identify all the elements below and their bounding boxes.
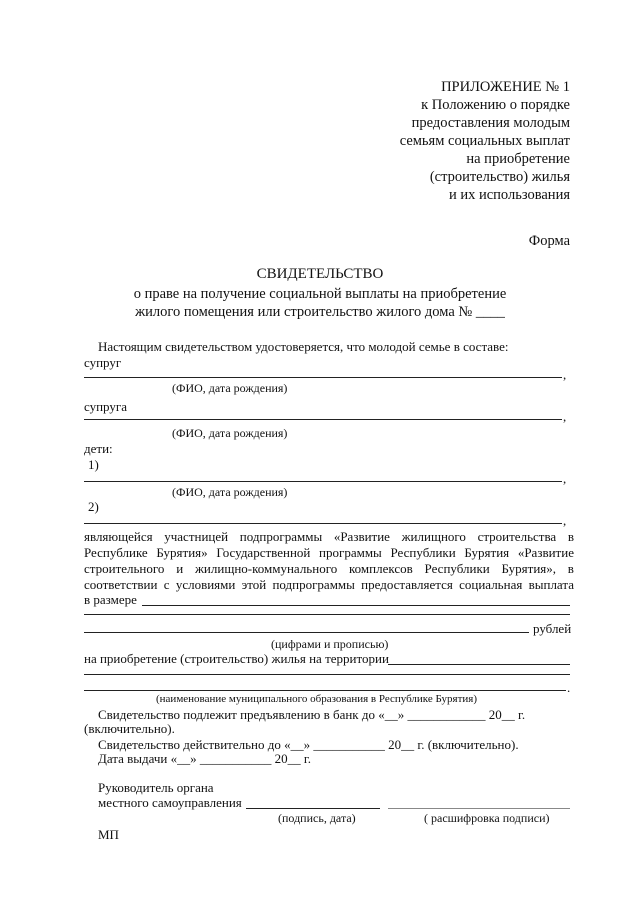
spouse-label: супруг <box>84 355 122 370</box>
form-label: Форма <box>528 233 570 249</box>
appendix-line: к Положению о порядке <box>421 97 570 113</box>
comma: , <box>563 513 567 528</box>
appendix-line: семьям социальных выплат <box>399 133 570 149</box>
document-subtitle: о праве на получение социальной выплаты на приобретение <box>133 286 507 302</box>
decode-hint: ( расшифровка подписи) <box>424 811 550 825</box>
signatory-title: Руководитель органа <box>98 780 214 795</box>
signature-hint: (подпись, дата) <box>278 811 356 825</box>
rubles-label: рублей <box>533 621 572 636</box>
intro-text: Настоящим свидетельством удостоверяется, что молодой семье в составе: <box>98 339 509 354</box>
paragraph-line-3: строительного и жилищно-коммунального комплексов Республики Бурятия», в <box>84 561 574 576</box>
child1-field[interactable] <box>84 481 562 482</box>
bank-deadline: Свидетельство подлежит предъявлению в банк до «__» ____________ 20__ г. <box>98 707 526 722</box>
spouse-field[interactable] <box>84 377 562 378</box>
amount-label: в размере <box>84 592 137 607</box>
comma: , <box>563 367 567 382</box>
territory-field-3[interactable] <box>84 690 566 691</box>
comma: , <box>563 471 567 486</box>
period: . <box>567 680 571 695</box>
signatory-title-2: местного самоуправления <box>98 795 242 810</box>
amount-field[interactable] <box>142 605 570 606</box>
fio-hint: (ФИО, дата рождения) <box>172 426 288 440</box>
signature-field[interactable] <box>246 808 380 809</box>
appendix-line: на приобретение <box>466 151 570 167</box>
child2-field[interactable] <box>84 523 562 524</box>
territory-field[interactable] <box>388 664 570 665</box>
child1-label: 1) <box>88 457 99 472</box>
appendix-line: предоставления молодым <box>411 115 570 131</box>
fio-hint: (ФИО, дата рождения) <box>172 485 288 499</box>
appendix-title: ПРИЛОЖЕНИЕ № 1 <box>441 79 570 95</box>
municipality-hint: (наименование муниципального образования в Республике Бурятия) <box>156 693 478 705</box>
paragraph-line-2: Республике Бурятия» Государственной программы Республики Бурятия «Развитие <box>84 545 574 560</box>
stamp-label: МП <box>98 827 119 842</box>
document-subtitle: жилого помещения или строительство жилого дома № ____ <box>135 304 505 320</box>
comma: , <box>563 409 567 424</box>
fio-hint: (ФИО, дата рождения) <box>172 381 288 395</box>
territory-field-2[interactable] <box>84 674 570 675</box>
signature-decode-field[interactable] <box>388 808 570 809</box>
territory-label: на приобретение (строительство) жилья на территории <box>84 651 389 666</box>
appendix-line: и их использования <box>448 187 570 203</box>
paragraph-line-1: являющейся участницей подпрограммы «Развитие жилищного строительства в <box>84 529 574 544</box>
children-label: дети: <box>84 441 113 456</box>
document-title: СВИДЕТЕЛЬСТВО <box>256 266 384 282</box>
spouse-f-label: супруга <box>84 399 127 414</box>
appendix-line: (строительство) жилья <box>429 169 570 185</box>
paragraph-line-4: соответствии с условиями этой подпрограммы предоставляется социальная выплата <box>84 577 574 592</box>
amount-hint: (цифрами и прописью) <box>271 637 389 651</box>
bank-deadline-cont: (включительно). <box>84 721 175 736</box>
valid-until: Свидетельство действительно до «__» ___________ 20__ г. (включительно). <box>98 737 519 752</box>
issue-date: Дата выдачи «__» ___________ 20__ г. <box>98 751 312 766</box>
amount-field-2[interactable] <box>84 614 570 615</box>
amount-field-3[interactable] <box>84 632 529 633</box>
spouse-f-field[interactable] <box>84 419 562 420</box>
child2-label: 2) <box>88 499 99 514</box>
